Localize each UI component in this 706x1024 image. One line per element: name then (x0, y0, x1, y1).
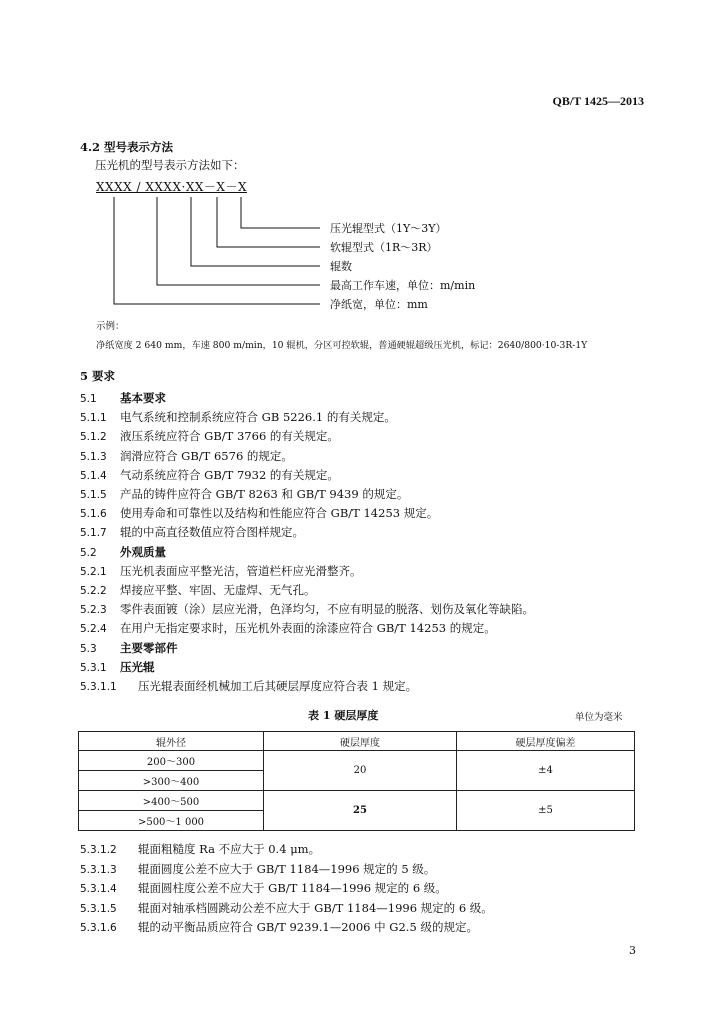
clause-text: 主要零部件 (120, 640, 178, 655)
clause-text: 辊面对轴承档圆跳动公差不应大于 GB/T 1184—1996 规定的 6 级。 (138, 900, 493, 915)
example-label: 示例： (96, 321, 125, 332)
clause-item (80, 900, 493, 916)
clause-text: 在用户无指定要求时，压光机外表面的涂漆应符合 GB/T 14253 的规定。 (120, 621, 496, 636)
clause-number: 5.1.5 (80, 489, 107, 501)
clause-text: 辊面圆柱度公差不应大于 GB/T 1184—1996 规定的 6 级。 (138, 881, 447, 895)
clause-text: 使用寿命和可靠性以及结构和性能应符合 GB/T 14253 规定。 (120, 506, 439, 521)
clause-item (80, 582, 316, 598)
clause-text: 辊面粗糙度 Ra 不应大于 0.4 μm。 (138, 842, 321, 856)
clause-text: 外观质量 (120, 544, 166, 559)
cell-deviation: ±4 (457, 751, 635, 791)
example-text: 净纸宽度 2 640 mm，车速 800 m/min，10 辊机，分区可控软辊，普通硬辊超级压光机，标记：2640/800·10-3R-1Y (96, 340, 588, 351)
clause-number: 5.1.4 (80, 469, 107, 482)
clause-number: 5.3.1.6 (80, 922, 117, 934)
clause-number: 5.1 (80, 393, 97, 405)
clause-item (80, 659, 155, 675)
clause-text: 电气系统和控制系统应符合 GB 5226.1 的有关规定。 (120, 410, 396, 425)
clause-number: 5.2.1 (80, 565, 107, 578)
label-max-speed: 最高工作车速，单位：m/min (330, 279, 476, 292)
clause-item (80, 880, 447, 896)
section-4-2-title: 4.2 型号表示方法 (80, 140, 174, 154)
clause-text: 焊接应平整、牢固、无虚焊、无气孔。 (120, 583, 316, 597)
standard-number: QB/T 1425—2013 (552, 94, 644, 108)
clause-item (80, 467, 339, 483)
clause-item (80, 861, 435, 877)
header-thickness-deviation: 硬层厚度偏差 (457, 732, 635, 751)
clause-number: 5.1.1 (80, 412, 107, 425)
clause-number: 5.3.1.4 (80, 883, 117, 895)
model-code: XXXX / XXXX·XX－X－X (96, 180, 248, 194)
clause-text: 辊的动平衡品质应符合 GB/T 9239.1—2006 中 G2.5 级的规定。 (138, 920, 478, 934)
clause-number: 5.3.1.5 (80, 902, 117, 915)
clause-number: 5.2.2 (80, 585, 107, 597)
clause-text: 液压系统应符合 GB/T 3766 的有关规定。 (120, 429, 339, 444)
clause-item (80, 620, 496, 636)
clause-number: 5.1.7 (80, 527, 107, 540)
cell-diameter: >500～1 000 (79, 811, 264, 831)
clause-item (80, 678, 417, 694)
clause-number: 5.3.1 (80, 661, 107, 674)
clause-text: 零件表面镀（涂）层应光滑，色泽均匀，不应有明显的脱落、划伤及氧化等缺陷。 (120, 602, 534, 617)
clause-item (80, 544, 166, 560)
table-caption: 表 1 硬层厚度 (308, 709, 379, 722)
cell-deviation: ±5 (457, 791, 635, 831)
model-intro: 压光机的型号表示方法如下： (95, 158, 245, 172)
label-soft-roll-type: 软辊型式（1R～3R） (330, 241, 438, 254)
clause-number: 5.2.4 (80, 623, 107, 636)
clause-item (80, 640, 178, 656)
clause-text: 产品的铸件应符合 GB/T 8263 和 GB/T 9439 的规定。 (120, 487, 409, 501)
label-roll-count: 辊数 (330, 260, 352, 273)
clause-item (80, 448, 293, 464)
clause-number: 5.2.3 (80, 604, 107, 617)
clause-text: 压光辊表面经机械加工后其硬层厚度应符合表 1 规定。 (138, 679, 418, 693)
clause-item (80, 919, 478, 935)
header-layer-thickness: 硬层厚度 (264, 732, 457, 751)
cell-thickness: 25 (264, 791, 457, 831)
clause-number: 5.1.2 (80, 431, 107, 444)
cell-diameter: >300～400 (79, 771, 264, 791)
label-net-width: 净纸宽，单位：mm (330, 298, 428, 311)
section-5-title: 5 要求 (80, 369, 116, 383)
clause-text: 辊的中高直径数值应符合图样规定。 (120, 525, 304, 540)
clause-item (80, 486, 408, 502)
clause-number: 5.3.1.3 (80, 863, 117, 876)
table-row (79, 751, 635, 771)
table-row (79, 791, 635, 811)
clause-text: 润滑应符合 GB/T 6576 的规定。 (120, 448, 293, 463)
clause-text: 基本要求 (120, 391, 166, 405)
clause-number: 5.3.1.2 (80, 844, 117, 856)
clause-number: 5.1.3 (80, 450, 107, 463)
clause-number: 5.2 (80, 546, 97, 559)
clause-text: 辊面圆度公差不应大于 GB/T 1184—1996 规定的 5 级。 (138, 861, 436, 876)
clause-item (80, 428, 339, 444)
table-unit: 单位为毫米 (575, 712, 623, 723)
clause-number: 5.3.1.1 (80, 681, 117, 693)
header-roll-diameter: 辊外径 (79, 732, 264, 751)
clause-number: 5.3 (80, 642, 97, 655)
clause-item (80, 841, 320, 857)
clause-item (80, 524, 304, 540)
clause-number: 5.1.6 (80, 508, 107, 521)
cell-diameter: 200～300 (79, 751, 264, 771)
clause-text: 压光机表面应平整光洁，管道栏杆应光滑整齐。 (120, 563, 362, 578)
clause-item (80, 390, 166, 406)
cell-thickness: 20 (264, 751, 457, 791)
clause-item (80, 505, 438, 521)
table-header-row (79, 732, 635, 751)
hardness-table (78, 731, 635, 831)
clause-text: 压光辊 (120, 659, 155, 674)
clause-item (80, 601, 534, 617)
label-press-roll-type: 压光辊型式（1Y～3Y） (330, 222, 447, 235)
clause-text: 气动系统应符合 GB/T 7932 的有关规定。 (120, 467, 339, 482)
clause-item (80, 563, 362, 579)
page-number: 3 (629, 944, 636, 957)
cell-diameter: >400～500 (79, 791, 264, 811)
clause-item (80, 409, 396, 425)
